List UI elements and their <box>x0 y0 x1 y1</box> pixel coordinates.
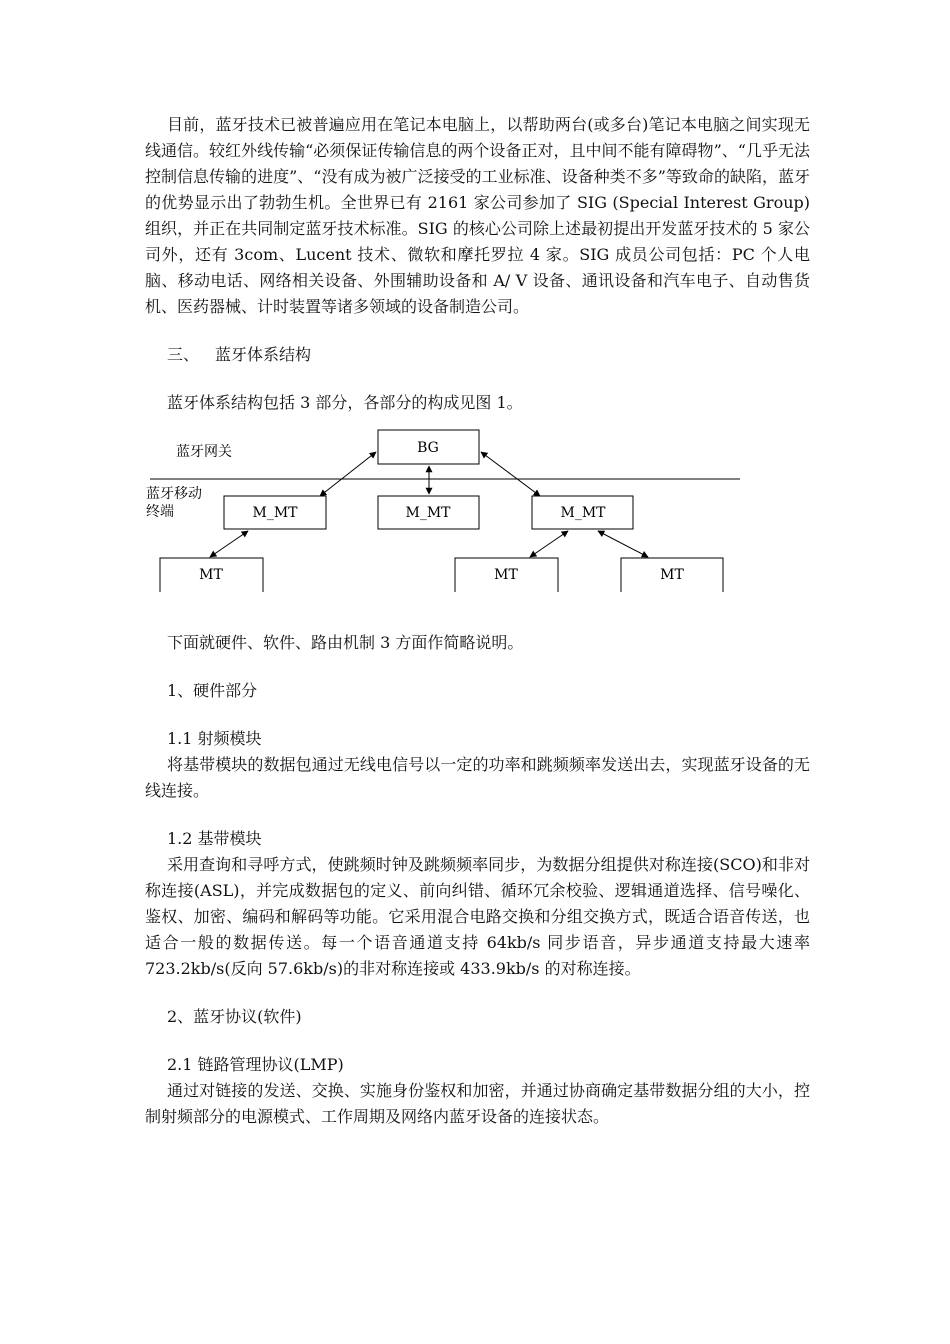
section-number: 三、 <box>167 345 200 364</box>
architecture-diagram-svg <box>0 416 950 606</box>
heading-rf-module: 1.1 射频模块 <box>167 729 262 748</box>
mt-1-label: MT <box>199 567 223 583</box>
paragraph-baseband-module: 采用查询和寻呼方式，使跳频时钟及跳频频率同步，为数据分组提供对称连接(SCO)和非对称连接(ASL)，并完成数据包的定义、前向纠错、循环冗余校验、逻辑通道选择、信号噪化、鉴权、加密、编码和解码等功能。它采用混合电路交换和分组交换方式，既适合语音传送，也适合一般的数据传送。每一个语音通道支持 64kb/s 同步语音，异步通道支持最大速率 723.2kb/s(反向 57.6kb/s)的非对称连接或 433.9kb/s 的对称连接。 <box>145 855 810 978</box>
paragraph-lmp: 通过对链接的发送、交换、实施身份鉴权和加密，并通过协商确定基带数据分组的大小，控制射频部分的电源模式、工作周期及网络内蓝牙设备的连接状态。 <box>145 1081 810 1126</box>
mt-3-label: MT <box>660 567 684 583</box>
section-title: 蓝牙体系结构 <box>215 345 312 364</box>
connector-mmt-right-mt-2 <box>530 531 568 557</box>
heading-lmp: 2.1 链路管理协议(LMP) <box>167 1055 344 1074</box>
paragraph-bluetooth-overview: 目前，蓝牙技术已被普遍应用在笔记本电脑上，以帮助两台(或多台)笔记本电脑之间实现无线通信。较红外线传输“必须保证传输信息的两个设备正对，且中间不能有障碍物”、“几乎无法控制信息传输的进度”、“没有成为被广泛接受的工业标准、设备种类不多”等致命的缺陷，蓝牙的优势显示出了勃勃生机。全世界已有 2161 家公司参加了 SIG (Special Interest Group)组织，并正在共同制定蓝牙技术标准。SIG 的核心公司除上述最初提出开发蓝牙技术的 5 家公司外，还有 3com、Lucent 技术、微软和摩托罗拉 4 家。SIG 成员公司包括：PC 个人电脑、移动电话、网络相关设备、外围辅助设备和 A/ V 设备、通讯设备和汽车电子、自动售货机、医药器械、计时装置等诸多领域的设备制造公司。 <box>145 115 810 316</box>
connector-mmt-left-mt-1 <box>210 531 248 557</box>
label-mobile-line2: 终端 <box>146 504 174 520</box>
architecture-diagram <box>0 416 950 606</box>
architecture-intro: 蓝牙体系结构包括 3 部分，各部分的构成见图 1。 <box>167 393 523 412</box>
mmt-left-label: M_MT <box>252 505 298 521</box>
bg-label: BG <box>417 440 439 456</box>
connector-mmt-right-mt-3 <box>598 531 648 557</box>
heading-hardware: 1、硬件部分 <box>167 681 258 700</box>
connector-bg-mmt-left <box>320 452 376 496</box>
mmt-mid-label: M_MT <box>405 505 451 521</box>
section-heading-architecture <box>145 342 810 368</box>
mt-2-label: MT <box>494 567 518 583</box>
heading-baseband-module: 1.2 基带模块 <box>167 829 262 848</box>
label-gateway: 蓝牙网关 <box>176 444 232 460</box>
heading-bluetooth-protocol: 2、蓝牙协议(软件) <box>167 1007 302 1026</box>
paragraph-rf-module: 将基带模块的数据包通过无线电信号以一定的功率和跳频频率发送出去，实现蓝牙设备的无线连接。 <box>145 755 810 800</box>
connector-bg-mmt-right <box>481 452 540 496</box>
overview-sentence: 下面就硬件、软件、路由机制 3 方面作简略说明。 <box>167 633 524 652</box>
mmt-right-label: M_MT <box>560 505 606 521</box>
label-mobile-line1: 蓝牙移动 <box>146 486 202 502</box>
document-body <box>145 112 810 1130</box>
